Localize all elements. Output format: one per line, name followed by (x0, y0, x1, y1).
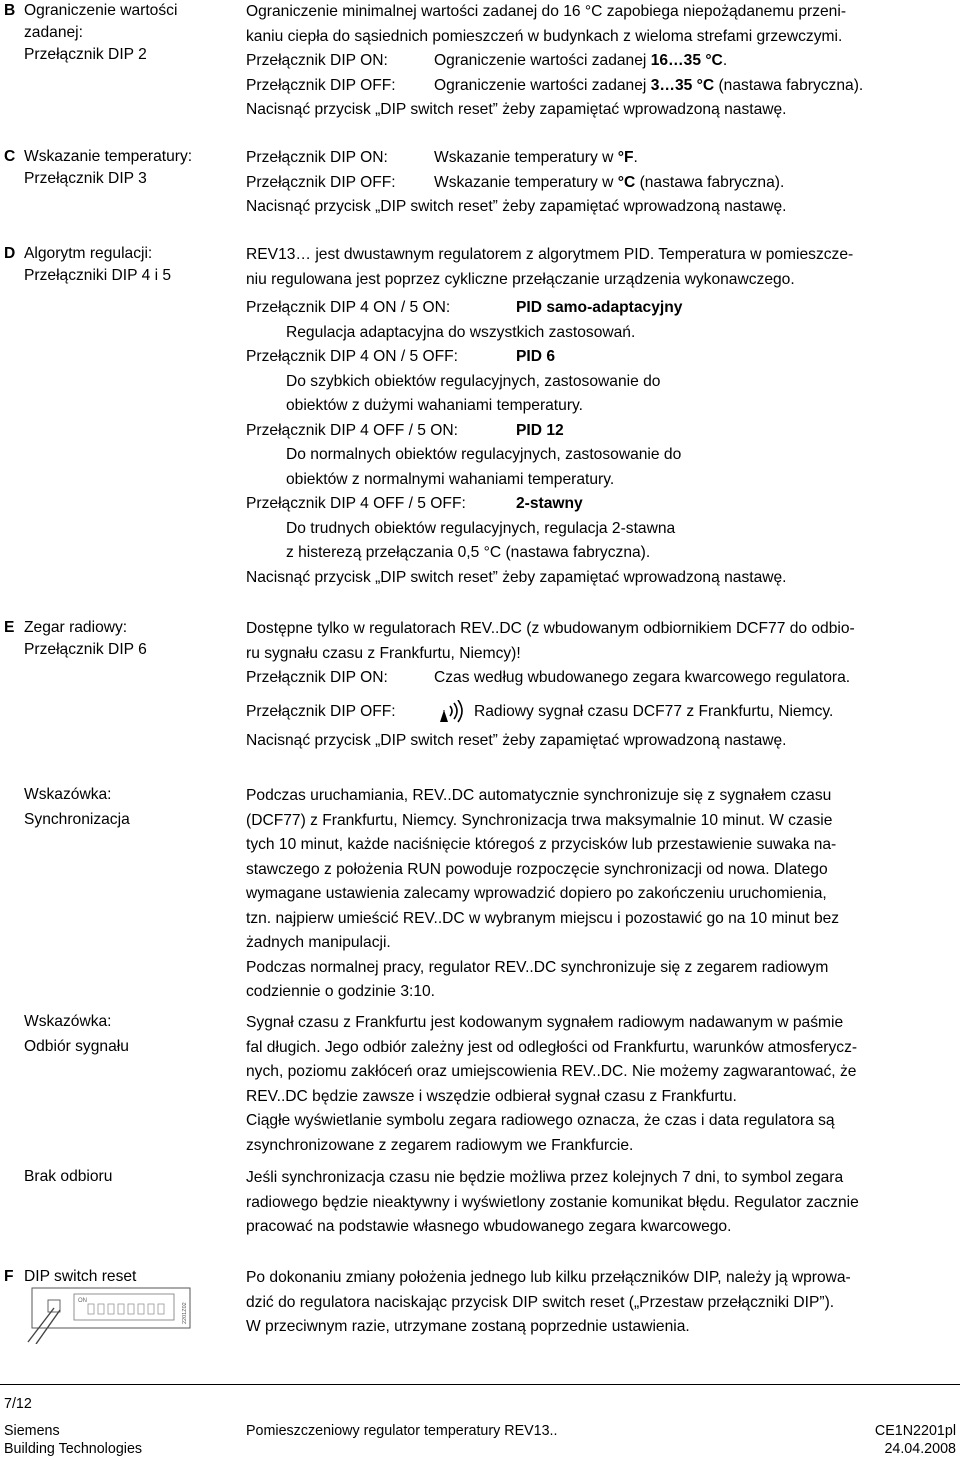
section-label: Wskazówka: Synchronizacja (24, 786, 130, 828)
footer-date: 24.04.2008 (884, 1441, 956, 1457)
reset-note: Nacisnąć przycisk „DIP switch reset” żeby zapamiętać wprowadzoną nastawę. (246, 198, 787, 215)
pid-option: Przełącznik DIP 4 OFF / 5 OFF: 2-stawny Do trudnych obiektów regulacyjnych, regulacja 2-stawna z histerezą przełączania 0,5 °C (nastawa fabryczna). (246, 495, 676, 561)
section-letter: D (4, 245, 16, 262)
section-label: Wskazówka: Odbiór sygnału (24, 1013, 129, 1055)
section-body: REV13… jest dwustawnym regulatorem z algorytmem PID. Temperatura w pomieszcze- niu regulowana jest poprzez cykliczne przełączanie urządzenia wykonawczego. Przełącznik DIP 4 ON / 5 ON: PID samo-adaptacyjny Regulacja adaptacyjna do wszystkich zastosowań. Przełącznik DIP 4 ON / 5 OFF: PID 6 Do szybkich obiektów regulacyjnych, zastosowanie do obiektów z dużymi wahaniami temperatury. Przełącznik DIP 4 OFF / 5 ON: PID 12 Do normalnych obiektów regulacyjnych, zastosowanie do obiektów z normalnymi wahaniami temperatury. Przełącznik DIP 4 OFF / 5 OFF: 2-stawny Do trudnych obiektów regulacyjnych, regulacja 2-stawna z histerezą przełączania 0,5 °C (nastawa fabryczna). Nacisnąć przycisk „DIP switch reset” żeby zapamiętać wprowadzoną nastawę. (246, 243, 958, 590)
footer-division: Building Technologies (4, 1441, 143, 1457)
footer-title: Pomieszczeniowy regulator temperatury REV13.. (246, 1423, 558, 1439)
dip-switch-reset-figure (24, 1286, 196, 1344)
pid-option: Przełącznik DIP 4 ON / 5 OFF: PID 6 Do szybkich obiektów regulacyjnych, zastosowanie do obiektów z dużymi wahaniami temperatury. (246, 348, 661, 414)
dip-on-row: Przełącznik DIP ON: Wskazanie temperatury w °F. (246, 149, 638, 166)
page-number: 7/12 (4, 1396, 32, 1412)
section-letter: C (4, 148, 16, 165)
reset-note: Nacisnąć przycisk „DIP switch reset” żeby zapamiętać wprowadzoną nastawę. (246, 101, 787, 118)
radio-clock-icon (434, 700, 474, 724)
section-body (246, 146, 958, 220)
section-body: Dostępne tylko w regulatorach REV..DC (z wbudowanym odbiornikiem DCF77 do odbio- ru sygnału czasu z Frankfurtu, Niemcy)! Przełącznik DIP ON: Czas według wbudowanego zegara kwarcowego regulatora. Przełącznik DIP OFF: Radiowy sygnał czasu DCF77 z Frankfurtu, Niemcy. Nacisnąć przycisk „DIP switch reset” żeby zapamiętać wprowadzoną nastawę. (246, 617, 958, 753)
section-body: Ograniczenie minimalnej wartości zadanej do 16 °C zapobiega niepożądanemu przeni- kaniu ciepła do sąsiednich pomieszczeń w budynkach z wieloma strefami grzewczymi. Przełącznik DIP ON: Ograniczenie wartości zadanej 16…35 °C. Przełącznik DIP OFF: Ograniczenie wartości zadanej 3…35 °C (nastawa fabryczna). Nacisnąć przycisk „DIP switch reset” żeby zapamiętać wprowadzoną nastawę. (246, 0, 958, 123)
section-label: Ograniczenie wartości zadanej: Przełącznik DIP 2 (24, 2, 178, 63)
pid-option: Przełącznik DIP 4 ON / 5 ON: PID samo-adaptacyjny Regulacja adaptacyjna do wszystkich zastosowań. (246, 299, 683, 341)
dip-off-row: Przełącznik DIP OFF: Radiowy sygnał czasu DCF77 z Frankfurtu, Niemcy. (246, 697, 958, 727)
footer-divider (0, 1384, 960, 1385)
dip-on-row: Przełącznik DIP ON: Czas według wbudowanego zegara kwarcowego regulatora. (246, 669, 851, 686)
section-label: DIP switch reset (24, 1268, 137, 1285)
dip-switches (88, 1304, 164, 1314)
dip-off-row: Przełącznik DIP OFF: Wskazanie temperatury w °C (nastawa fabryczna). (246, 173, 785, 191)
reset-button (48, 1300, 60, 1312)
footer-doc-id: CE1N2201pl (874, 1423, 956, 1439)
section-body: Podczas uruchamiania, REV..DC automatycznie synchronizuje się z sygnałem czasu (DCF77) z Frankfurtu, Niemcy. Synchronizacja trwa maksymalnie 10 minut. W czasie tych 10 minut, każde naciśnięcie któregoś z przycisków lub przestawienie suwaka na- stawczego z położenia RUN powoduje rozpoczęcie synchronizacji od nowa. Dlatego wymagane ustawienia zalecamy wprowadzić dopiero po zakończeniu uruchomienia, tzn. najpierw umieścić REV..DC w wybranym miejscu i pozostawić go na 10 minut bez żadnych manipulacji. Podczas normalnej pracy, regulator REV..DC synchronizuje się z zegarem radiowym codziennie o godzinie 3:10. (246, 787, 840, 1000)
reset-note: Nacisnąć przycisk „DIP switch reset” żeby zapamiętać wprowadzoną nastawę. (246, 568, 787, 586)
section-letter: F (4, 1268, 14, 1285)
section-label: Algorytm regulacji: Przełączniki DIP 4 i 5 (24, 245, 172, 284)
section-body: Po dokonaniu zmiany położenia jednego lub kilku przełączników DIP, należy ją wprowa- dzić do regulatora naciskając przycisk DIP switch reset („Przestaw przełączniki DIP”). W przeciwnym razie, utrzymane zostaną poprzednie ustawienia. (246, 1269, 851, 1335)
section-letter: B (4, 2, 16, 19)
dip-on-row: Przełącznik DIP ON: Ograniczenie wartości zadanej 16…35 °C. (246, 52, 728, 69)
section-body: Jeśli synchronizacja czasu nie będzie możliwa przez kolejnych 7 dni, to symbol zegara radiowego będzie nieaktywny i wyświetlony zostanie komunikat błędu. Regulator zacznie pracować na podstawie własnego wbudowanego zegara kwarcowego. (246, 1169, 859, 1235)
section-letter: E (4, 619, 15, 636)
section-label: Zegar radiowy: Przełącznik DIP 6 (24, 619, 147, 658)
section-label: Wskazanie temperatury: Przełącznik DIP 3 (24, 148, 193, 187)
footer-company: Siemens (4, 1423, 60, 1439)
reset-note: Nacisnąć przycisk „DIP switch reset” żeby zapamiętać wprowadzoną nastawę. (246, 731, 787, 749)
dip-on-label: ON (78, 1298, 87, 1304)
section-label: Brak odbioru (24, 1168, 113, 1185)
dip-off-row: Przełącznik DIP OFF: Ograniczenie wartości zadanej 3…35 °C (nastawa fabryczna). (246, 76, 864, 94)
figure-code: 2201Z02 (182, 1302, 188, 1324)
section-body: Sygnał czasu z Frankfurtu jest kodowanym sygnałem radiowym nadawanym w paśmie fal długich. Jego odbiór zależny jest od odległości od Frankfurtu, warunków atmosferycz- nych, poziomu zakłóceń oraz umiejscowienia REV..DC. Nie możemy zagwarantować, że REV..DC będzie zawsze i wszędzie odbierał sygnał czasu z Frankfurtu. Ciągłe wyświetlanie symbolu zegara radiowego oznacza, że czas i data regulatora są zsynchronizowane z zegarem radiowym we Frankfurcie. (246, 1014, 858, 1154)
pid-option: Przełącznik DIP 4 OFF / 5 ON: PID 12 Do normalnych obiektów regulacyjnych, zastosowanie do obiektów z normalnymi wahaniami temperatury. (246, 421, 682, 488)
